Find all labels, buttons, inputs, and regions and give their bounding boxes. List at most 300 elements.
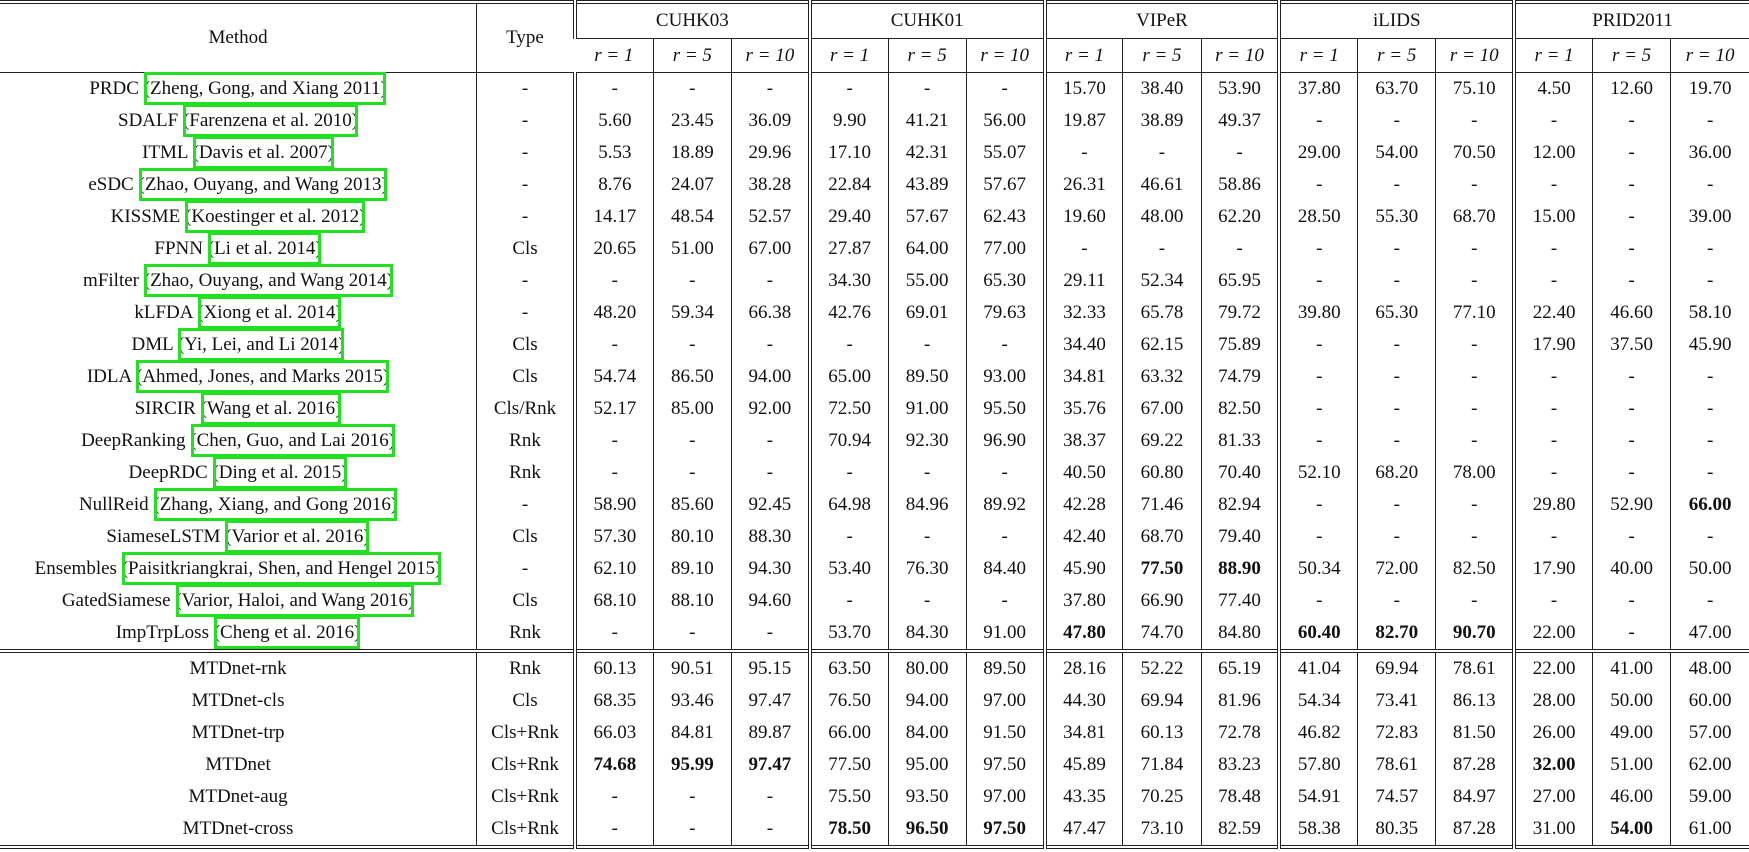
score-cell: 46.60 xyxy=(1592,297,1670,329)
score-cell: 54.74 xyxy=(575,361,653,393)
score-cell: 75.89 xyxy=(1201,329,1279,361)
score-cell: - xyxy=(1671,425,1749,457)
type-cell: Rnk xyxy=(477,457,575,489)
score-cell: 70.40 xyxy=(1201,457,1279,489)
score-cell: 54.91 xyxy=(1279,781,1357,813)
method-cell: mFilter (Zhao, Ouyang, and Wang 2014) xyxy=(83,270,394,291)
score-cell: 57.67 xyxy=(966,169,1044,201)
method-name: MTDnet-aug xyxy=(188,786,288,807)
method-name: ImpTrpLoss xyxy=(115,622,209,643)
score-cell: 71.84 xyxy=(1123,749,1201,781)
score-cell: - xyxy=(575,265,653,297)
score-cell: - xyxy=(1671,265,1749,297)
table-row xyxy=(0,425,1749,457)
score-cell: 50.00 xyxy=(1671,553,1749,585)
score-cell: 77.50 xyxy=(810,749,888,781)
score-cell: 57.00 xyxy=(1671,717,1749,749)
score-cell: - xyxy=(1358,393,1436,425)
method-name: SIRCIR xyxy=(134,398,196,419)
score-cell: 52.90 xyxy=(1592,489,1670,521)
score-cell: 80.35 xyxy=(1358,813,1436,847)
score-cell: 19.87 xyxy=(1045,105,1123,137)
score-cell: 62.10 xyxy=(575,553,653,585)
score-cell: - xyxy=(1279,329,1357,361)
score-cell: 74.70 xyxy=(1123,617,1201,651)
score-cell: 65.30 xyxy=(966,265,1044,297)
score-cell: 83.23 xyxy=(1201,749,1279,781)
score-cell: 84.30 xyxy=(888,617,966,651)
citation-link[interactable]: Paisitkriangkrai, Shen, and Hengel 2015 xyxy=(128,558,436,579)
score-cell: 93.00 xyxy=(966,361,1044,393)
score-cell: 28.00 xyxy=(1514,685,1592,717)
method-cell: ImpTrpLoss (Cheng et al. 2016) xyxy=(115,622,361,643)
method-name: DeepRanking xyxy=(81,430,186,451)
score-cell: 48.00 xyxy=(1123,201,1201,233)
citation-link[interactable]: Wang et al. 2016 xyxy=(206,398,336,419)
score-cell: 17.90 xyxy=(1514,329,1592,361)
score-cell: 70.94 xyxy=(810,425,888,457)
citation-link[interactable]: Xiong et al. 2014 xyxy=(203,302,336,323)
score-cell: 79.63 xyxy=(966,297,1044,329)
score-cell: 70.25 xyxy=(1123,781,1201,813)
score-cell: - xyxy=(1436,169,1514,201)
score-cell: - xyxy=(1358,169,1436,201)
score-cell: 97.50 xyxy=(966,813,1044,847)
score-cell: 55.00 xyxy=(888,265,966,297)
citation-link[interactable]: Ding et al. 2015 xyxy=(218,462,342,483)
score-cell: 84.97 xyxy=(1436,781,1514,813)
score-cell: 37.50 xyxy=(1592,329,1670,361)
score-cell: 42.40 xyxy=(1045,521,1123,553)
table-row xyxy=(0,717,1749,749)
score-cell: 71.46 xyxy=(1123,489,1201,521)
score-cell: - xyxy=(653,329,731,361)
method-cell: Ensembles (Paisitkriangkrai, Shen, and Hengel 2015) xyxy=(34,558,442,579)
score-cell: 92.30 xyxy=(888,425,966,457)
score-cell: - xyxy=(575,813,653,847)
method-name: mFilter xyxy=(83,270,139,291)
method-cell xyxy=(0,685,477,717)
score-cell: 79.40 xyxy=(1201,521,1279,553)
score-cell: 36.00 xyxy=(1671,137,1749,169)
score-cell: 35.76 xyxy=(1045,393,1123,425)
citation-link[interactable]: Zhao, Ouyang, and Wang 2014 xyxy=(150,270,387,291)
score-cell: 72.00 xyxy=(1358,553,1436,585)
type-cell: Cls+Rnk xyxy=(477,781,575,813)
table-row xyxy=(0,265,1749,297)
score-cell: 94.00 xyxy=(731,361,809,393)
type-cell: - xyxy=(477,73,575,106)
rank-header: r = 1 xyxy=(1279,39,1357,73)
score-cell: - xyxy=(1514,521,1592,553)
score-cell: - xyxy=(653,425,731,457)
citation-link[interactable]: Farenzena et al. 2010 xyxy=(189,110,352,131)
score-cell: 66.00 xyxy=(1671,489,1749,521)
score-cell: 44.30 xyxy=(1045,685,1123,717)
score-cell: 46.82 xyxy=(1279,717,1357,749)
rank-header: r = 10 xyxy=(731,39,809,73)
score-cell: - xyxy=(1671,105,1749,137)
score-cell: 66.03 xyxy=(575,717,653,749)
score-cell: - xyxy=(731,781,809,813)
score-cell: 61.00 xyxy=(1671,813,1749,847)
type-cell: Cls xyxy=(477,585,575,617)
method-cell: PRDC (Zheng, Gong, and Xiang 2011) xyxy=(0,73,477,106)
score-cell: 96.90 xyxy=(966,425,1044,457)
score-cell: 67.00 xyxy=(1123,393,1201,425)
score-cell: 66.38 xyxy=(731,297,809,329)
method-name: eSDC xyxy=(88,174,134,195)
score-cell: 53.40 xyxy=(810,553,888,585)
score-cell: 92.45 xyxy=(731,489,809,521)
score-cell: 97.00 xyxy=(966,781,1044,813)
score-cell: 17.10 xyxy=(810,137,888,169)
score-cell: - xyxy=(1358,265,1436,297)
method-cell: SIRCIR (Wang et al. 2016) xyxy=(134,398,342,419)
score-cell: 92.00 xyxy=(731,393,809,425)
dataset-header: CUHK01 xyxy=(810,2,1045,39)
score-cell: 75.50 xyxy=(810,781,888,813)
table-row xyxy=(0,393,1749,425)
score-cell: 18.89 xyxy=(653,137,731,169)
score-cell: - xyxy=(1671,585,1749,617)
method-name: ITML xyxy=(142,142,188,163)
score-cell: 74.68 xyxy=(575,749,653,781)
table-row xyxy=(0,813,1749,847)
score-cell: 22.40 xyxy=(1514,297,1592,329)
score-cell: 55.30 xyxy=(1358,201,1436,233)
rank-header: r = 1 xyxy=(1514,39,1592,73)
score-cell: 69.22 xyxy=(1123,425,1201,457)
score-cell: 63.70 xyxy=(1358,73,1436,106)
method-cell xyxy=(0,781,477,813)
type-cell: Cls/Rnk xyxy=(477,393,575,425)
dataset-header: iLIDS xyxy=(1279,2,1514,39)
score-cell: 89.10 xyxy=(653,553,731,585)
score-cell: 86.13 xyxy=(1436,685,1514,717)
score-cell: 77.10 xyxy=(1436,297,1514,329)
score-cell: 68.70 xyxy=(1436,201,1514,233)
score-cell: - xyxy=(575,617,653,651)
score-cell: 91.00 xyxy=(888,393,966,425)
method-name: Ensembles xyxy=(34,558,117,579)
citation-link[interactable]: Zhang, Xiang, and Gong 2016 xyxy=(159,494,391,515)
score-cell: 60.00 xyxy=(1671,685,1749,717)
score-cell: - xyxy=(731,73,809,106)
type-cell: - xyxy=(477,105,575,137)
score-cell: 88.30 xyxy=(731,521,809,553)
score-cell: 95.15 xyxy=(731,651,809,685)
score-cell: 34.40 xyxy=(1045,329,1123,361)
score-cell: 41.04 xyxy=(1279,651,1357,685)
score-cell: 97.00 xyxy=(966,685,1044,717)
score-cell: 80.10 xyxy=(653,521,731,553)
method-cell: NullReid (Zhang, Xiang, and Gong 2016) xyxy=(78,494,398,515)
method-header: Method xyxy=(208,27,268,48)
score-cell: - xyxy=(1358,425,1436,457)
citation-link[interactable]: Zhao, Ouyang, and Wang 2013 xyxy=(144,174,382,195)
score-cell: 62.15 xyxy=(1123,329,1201,361)
score-cell: - xyxy=(1592,137,1670,169)
score-cell: 65.19 xyxy=(1201,651,1279,685)
score-cell: - xyxy=(1671,233,1749,265)
score-cell: 52.57 xyxy=(731,201,809,233)
citation-link[interactable]: Ahmed, Jones, and Marks 2015 xyxy=(142,366,383,387)
score-cell: - xyxy=(1592,393,1670,425)
score-cell: 93.50 xyxy=(888,781,966,813)
score-cell: - xyxy=(1436,361,1514,393)
score-cell: - xyxy=(653,813,731,847)
score-cell: - xyxy=(1514,105,1592,137)
score-cell: 60.80 xyxy=(1123,457,1201,489)
method-name: DML xyxy=(131,334,174,355)
type-cell: Cls+Rnk xyxy=(477,749,575,781)
score-cell: 78.61 xyxy=(1358,749,1436,781)
score-cell: 29.40 xyxy=(810,201,888,233)
score-cell: - xyxy=(1592,233,1670,265)
score-cell: 96.50 xyxy=(888,813,966,847)
score-cell: - xyxy=(1123,233,1201,265)
score-cell: - xyxy=(1592,201,1670,233)
score-cell: - xyxy=(653,73,731,106)
dataset-header: PRID2011 xyxy=(1514,2,1749,39)
score-cell: 82.94 xyxy=(1201,489,1279,521)
rank-header: r = 1 xyxy=(1045,39,1123,73)
score-cell: - xyxy=(1201,233,1279,265)
score-cell: 62.43 xyxy=(966,201,1044,233)
score-cell: 58.86 xyxy=(1201,169,1279,201)
score-cell: - xyxy=(1279,425,1357,457)
score-cell: 29.00 xyxy=(1279,137,1357,169)
method-cell: IDLA (Ahmed, Jones, and Marks 2015) xyxy=(86,366,390,387)
rank-header: r = 10 xyxy=(966,39,1044,73)
method-cell: FPNN (Li et al. 2014) xyxy=(154,238,322,259)
score-cell: 52.10 xyxy=(1279,457,1357,489)
score-cell: 47.80 xyxy=(1045,617,1123,651)
score-cell: 26.31 xyxy=(1045,169,1123,201)
score-cell: 59.00 xyxy=(1671,781,1749,813)
score-cell: - xyxy=(1671,361,1749,393)
rank-header: r = 10 xyxy=(1436,39,1514,73)
type-cell: Cls xyxy=(477,361,575,393)
score-cell: - xyxy=(888,457,966,489)
score-cell: 65.78 xyxy=(1123,297,1201,329)
score-cell: 97.50 xyxy=(966,749,1044,781)
score-cell: 65.95 xyxy=(1201,265,1279,297)
score-cell: 59.34 xyxy=(653,297,731,329)
score-cell: - xyxy=(1279,361,1357,393)
score-cell: 62.20 xyxy=(1201,201,1279,233)
score-cell: 77.40 xyxy=(1201,585,1279,617)
score-cell: 84.80 xyxy=(1201,617,1279,651)
score-cell: - xyxy=(966,329,1044,361)
citation-link[interactable]: Cheng et al. 2016 xyxy=(220,622,355,643)
citation-link[interactable]: Davis et al. 2007 xyxy=(198,142,328,163)
score-cell: 5.53 xyxy=(575,137,653,169)
score-cell: 20.65 xyxy=(575,233,653,265)
score-cell: - xyxy=(1592,617,1670,651)
score-cell: 52.22 xyxy=(1123,651,1201,685)
score-cell: - xyxy=(1436,329,1514,361)
score-cell: 45.90 xyxy=(1671,329,1749,361)
table-row xyxy=(0,201,1749,233)
citation-link[interactable]: Varior et al. 2016 xyxy=(231,526,364,547)
score-cell: - xyxy=(810,585,888,617)
score-cell: - xyxy=(1358,585,1436,617)
score-cell: - xyxy=(888,329,966,361)
table-row xyxy=(0,457,1749,489)
score-cell: 82.59 xyxy=(1201,813,1279,847)
method-cell: DeepRanking (Chen, Guo, and Lai 2016) xyxy=(81,430,396,451)
score-cell: 42.76 xyxy=(810,297,888,329)
score-cell: - xyxy=(1279,233,1357,265)
method-name: PRDC xyxy=(89,78,139,99)
score-cell: 40.50 xyxy=(1045,457,1123,489)
score-cell: 74.57 xyxy=(1358,781,1436,813)
table-row xyxy=(0,137,1749,169)
score-cell: 34.81 xyxy=(1045,361,1123,393)
score-cell: - xyxy=(1514,265,1592,297)
method-name: kLFDA xyxy=(134,302,193,323)
score-cell: 64.98 xyxy=(810,489,888,521)
rank-header: r = 10 xyxy=(1201,39,1279,73)
score-cell: 34.30 xyxy=(810,265,888,297)
score-cell: - xyxy=(653,265,731,297)
citation-link[interactable]: Li et al. 2014 xyxy=(214,238,316,259)
citation-link[interactable]: Chen, Guo, and Lai 2016 xyxy=(196,430,389,451)
score-cell: 49.37 xyxy=(1201,105,1279,137)
score-cell: 32.33 xyxy=(1045,297,1123,329)
score-cell: - xyxy=(888,585,966,617)
score-cell: 68.35 xyxy=(575,685,653,717)
score-cell: - xyxy=(731,457,809,489)
score-cell: 95.50 xyxy=(966,393,1044,425)
score-cell: 12.00 xyxy=(1514,137,1592,169)
score-cell: 38.37 xyxy=(1045,425,1123,457)
score-cell: - xyxy=(653,781,731,813)
score-cell: 95.00 xyxy=(888,749,966,781)
table-row xyxy=(0,585,1749,617)
method-name: GatedSiamese xyxy=(61,590,171,611)
score-cell: 19.70 xyxy=(1671,73,1749,106)
score-cell: 94.00 xyxy=(888,685,966,717)
method-cell: SDALF (Farenzena et al. 2010) xyxy=(118,110,359,131)
score-cell: - xyxy=(1279,489,1357,521)
type-cell: Cls xyxy=(477,233,575,265)
citation-link[interactable]: Varior, Haloi, and Wang 2016 xyxy=(181,590,408,611)
score-cell: 90.51 xyxy=(653,651,731,685)
score-cell: 90.70 xyxy=(1436,617,1514,651)
citation-link[interactable]: Koestinger et al. 2012 xyxy=(191,206,360,227)
score-cell: 77.00 xyxy=(966,233,1044,265)
score-cell: 68.20 xyxy=(1358,457,1436,489)
score-cell: 87.28 xyxy=(1436,749,1514,781)
score-cell: - xyxy=(888,73,966,106)
score-cell: 69.01 xyxy=(888,297,966,329)
method-cell: GatedSiamese (Varior, Haloi, and Wang 2016) xyxy=(61,590,415,611)
score-cell: 51.00 xyxy=(1592,749,1670,781)
score-cell: 73.41 xyxy=(1358,685,1436,717)
score-cell: - xyxy=(575,781,653,813)
score-cell: 67.00 xyxy=(731,233,809,265)
score-cell: 54.34 xyxy=(1279,685,1357,717)
type-cell: - xyxy=(477,201,575,233)
score-cell: 32.00 xyxy=(1514,749,1592,781)
table-row xyxy=(0,169,1749,201)
table-row xyxy=(0,617,1749,651)
score-cell: - xyxy=(575,329,653,361)
score-cell: - xyxy=(1436,233,1514,265)
table-header xyxy=(0,2,1749,73)
score-cell: 88.90 xyxy=(1201,553,1279,585)
score-cell: 29.96 xyxy=(731,137,809,169)
score-cell: 23.45 xyxy=(653,105,731,137)
score-cell: - xyxy=(1514,585,1592,617)
score-cell: 65.30 xyxy=(1358,297,1436,329)
score-cell: 55.07 xyxy=(966,137,1044,169)
score-cell: 85.60 xyxy=(653,489,731,521)
citation-link[interactable]: Yi, Lei, and Li 2014 xyxy=(184,334,339,355)
table-row xyxy=(0,233,1749,265)
method-name: MTDnet-cross xyxy=(182,818,294,839)
score-cell: 45.90 xyxy=(1045,553,1123,585)
score-cell: 80.00 xyxy=(888,651,966,685)
table-row xyxy=(0,749,1749,781)
score-cell: - xyxy=(1671,521,1749,553)
score-cell: 97.47 xyxy=(731,749,809,781)
rank-header: r = 5 xyxy=(653,39,731,73)
table-row xyxy=(0,297,1749,329)
score-cell: 57.30 xyxy=(575,521,653,553)
score-cell: - xyxy=(1358,329,1436,361)
rank-header: r = 5 xyxy=(1123,39,1201,73)
score-cell: 82.50 xyxy=(1201,393,1279,425)
type-cell: - xyxy=(477,297,575,329)
score-cell: - xyxy=(1592,425,1670,457)
score-cell: 82.70 xyxy=(1358,617,1436,651)
type-cell: - xyxy=(477,553,575,585)
rank-header: r = 5 xyxy=(888,39,966,73)
score-cell: 97.47 xyxy=(731,685,809,717)
method-name: MTDnet-cls xyxy=(191,690,285,711)
score-cell: 72.83 xyxy=(1358,717,1436,749)
method-name: IDLA xyxy=(86,366,132,387)
score-cell: 39.80 xyxy=(1279,297,1357,329)
score-cell: - xyxy=(1279,393,1357,425)
type-cell: Cls+Rnk xyxy=(477,717,575,749)
score-cell: 38.28 xyxy=(731,169,809,201)
score-cell: 4.50 xyxy=(1514,73,1592,106)
score-cell: 79.72 xyxy=(1201,297,1279,329)
score-cell: 53.90 xyxy=(1201,73,1279,106)
citation-link[interactable]: Zheng, Gong, and Xiang 2011 xyxy=(150,78,381,99)
score-cell: - xyxy=(966,457,1044,489)
score-cell: - xyxy=(888,521,966,553)
method-name: NullReid xyxy=(78,494,149,515)
score-cell: - xyxy=(731,329,809,361)
score-cell: 46.61 xyxy=(1123,169,1201,201)
score-cell: 41.00 xyxy=(1592,651,1670,685)
score-cell: 93.46 xyxy=(653,685,731,717)
score-cell: 66.90 xyxy=(1123,585,1201,617)
score-cell: 57.67 xyxy=(888,201,966,233)
score-cell: - xyxy=(1436,265,1514,297)
score-cell: 74.79 xyxy=(1201,361,1279,393)
score-cell: - xyxy=(1279,521,1357,553)
score-cell: - xyxy=(1592,457,1670,489)
score-cell: 89.50 xyxy=(966,651,1044,685)
score-cell: 60.13 xyxy=(575,651,653,685)
